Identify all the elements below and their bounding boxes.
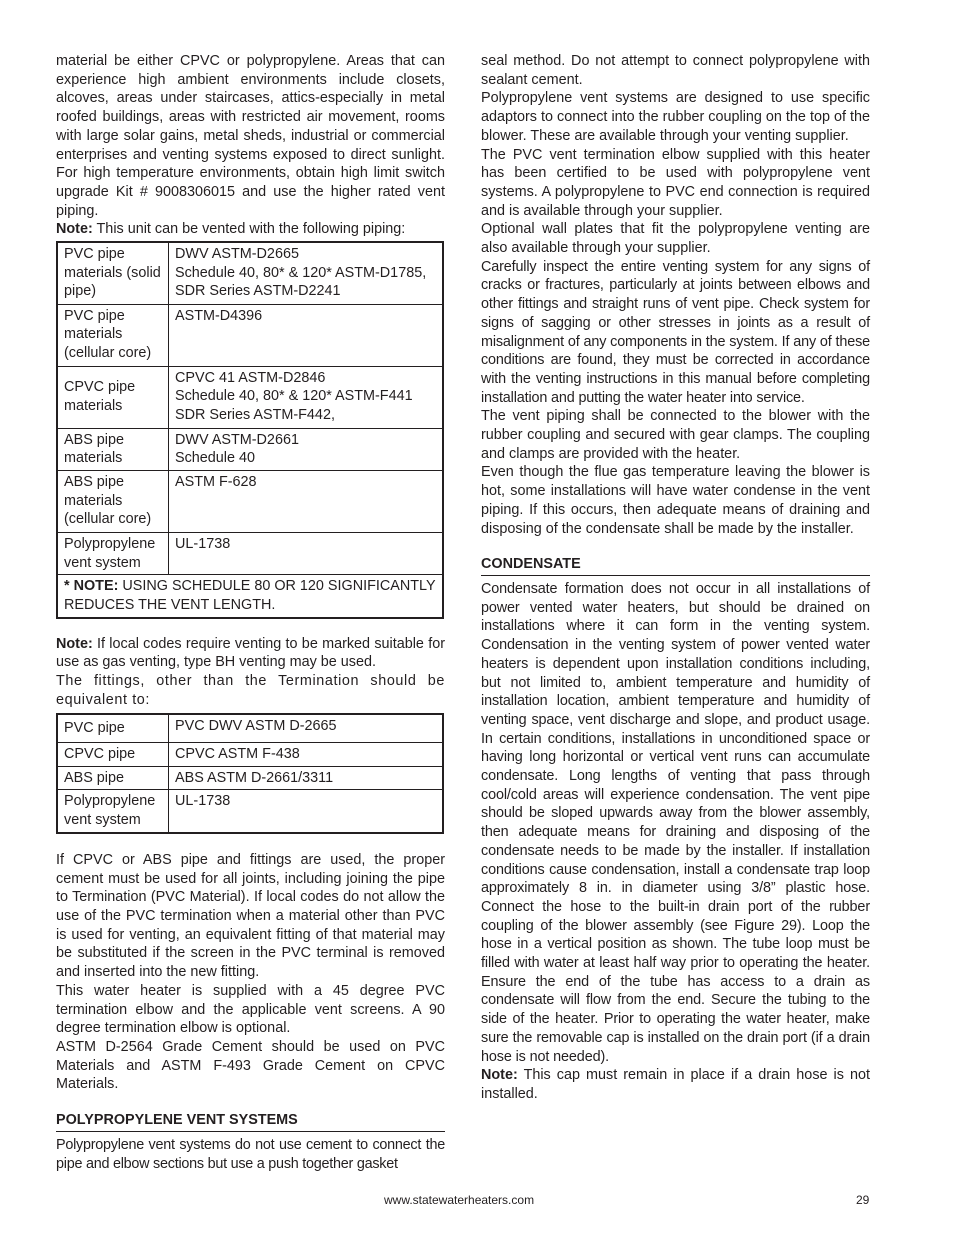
table-row [57, 366, 443, 428]
table-note-text: USING SCHEDULE 80 OR 120 SIGNIFICANTLY REDUCES THE VENT LENGTH. [64, 578, 436, 614]
table-row [57, 714, 443, 743]
note-paragraph [56, 220, 445, 239]
material-cell: CPVC pipe materials [57, 366, 169, 428]
standard-cell: CPVC 41 ASTM-D2846 Schedule 40, 80* & 120* ASTM-F441 SDR Series ASTM-F442, [169, 366, 444, 428]
left-column [56, 52, 445, 1173]
paragraph: The fittings, other than the Termination should be equivalent to: [56, 673, 445, 708]
standard-cell: UL-1738 [169, 532, 444, 574]
note-paragraph [56, 635, 445, 672]
footer-url: www.statewaterheaters.com [384, 1193, 535, 1207]
table-note-row [57, 575, 443, 618]
table-row [57, 766, 443, 790]
paragraph: material be either CPVC or polypropylene. Areas that can experience high ambient environments include closets, alcoves, areas under staircases, attics-especially in metal roofed buildings, areas with restricted air movement, rooms with large solar gains, metal sheds, industrial or commercial enterprises and venting systems exposed to direct sunlight. For high temperature environments, obtain high limit switch upgrade Kit # 9008306015 and use the higher rated vent piping. [56, 53, 445, 219]
table-row [57, 304, 443, 366]
standard-cell: DWV ASTM-D2661 Schedule 40 [169, 428, 444, 470]
section-heading: POLYPROPYLENE VENT SYSTEMS [56, 1111, 445, 1132]
note-label: Note: [56, 635, 93, 652]
material-cell: ABS pipe materials [57, 428, 169, 470]
paragraph: The PVC vent termination elbow supplied with this heater has been certified to be used with polypropylene vent systems. A polypropylene to PVC end connection is required and is available through your supplier. [481, 146, 870, 219]
table-row [57, 532, 443, 574]
paragraph: Even though the flue gas temperature leaving the blower is hot, some installations will have water condense in the vent piping. If this occurs, then adequate means of draining and disposing of the condensate shall be made by the installer. [481, 464, 870, 537]
table-row [57, 242, 443, 304]
vent-piping-table [56, 241, 444, 619]
table-row [57, 470, 443, 532]
paragraph: Polypropylene vent systems do not use cement to connect the pipe and elbow sections but use a push together gasket [56, 1136, 445, 1172]
note-label: Note: [56, 221, 93, 238]
table-row [57, 790, 443, 833]
material-cell: CPVC pipe [57, 743, 169, 767]
standard-cell: ASTM-D4396 [169, 304, 444, 366]
standard-cell: DWV ASTM-D2665 Schedule 40, 80* & 120* ASTM-D1785, SDR Series ASTM-D2241 [169, 242, 444, 304]
standard-cell: ABS ASTM D-2661/3311 [169, 766, 444, 790]
note-text: This cap must remain in place if a drain hose is not installed. [481, 1067, 870, 1102]
material-cell: Polypropylene vent system [57, 790, 169, 833]
paragraph: ASTM D-2564 Grade Cement should be used on PVC Materials and ASTM F-493 Grade Cement on CPVC Materials. [56, 1039, 445, 1093]
note-paragraph [481, 1066, 870, 1103]
paragraph: seal method. Do not attempt to connect polypropylene with sealant cement. [481, 53, 870, 88]
standard-cell: PVC DWV ASTM D-2665 [169, 714, 444, 743]
paragraph: Optional wall plates that fit the polypropylene venting are also available through your supplier. [481, 221, 870, 257]
paragraph: Carefully inspect the entire venting system for any signs of cracks or fractures, particularly at joints between elbows and other fittings and straight runs of vent pipe. Check system for signs of sagging or other stresses in joints as a result of misalignment of any components in the system. If any of these conditions are found, they must be corrected in accordance with the venting instructions in this manual before completing installation and putting the water heater into service. [481, 258, 870, 406]
section-heading: CONDENSATE [481, 555, 870, 576]
note-text: This unit can be vented with the following piping: [92, 221, 406, 238]
material-cell: PVC pipe [57, 714, 169, 743]
paragraph: Condensate formation does not occur in all installations of power vented water heaters, but should be drained on installations where it can form in the venting system. Condensation in the venting system of power vented water heaters is dependent upon installation conditions including, but not limited to, ambient temperature and humidity of installation location, ambient temperature and humidity of venting space, vent discharge and slope, and product usage. In certain conditions, installations in unconditioned space or having long horizontal or vertical vent runs can accumulate condensate. Long lengths of venting that pass through cool/cold areas will experience condensation. The vent pipe should be sloped upwards away from the blower assembly, then adequate means for draining and disposing of the condensate needs to be made by the installer. If installation conditions cause condensation, install a condensate trap loop approximately 8 in. in diameter using 3/8” plastic hose. Connect the hose to the built-in drain port of the rubber coupling of the blower assembly (see Figure 29). Loop the hose in a vertical position as shown. The tube loop must be filled with water at least half way prior to operating the heater. Ensure the end of the tube has access to a drain as condensate will flow from the end. Secure the tubing to the side of the heater. Prior to operating the water heater, make sure the removable cap is installed on the drain port (if a drain hose is not needed). [481, 580, 870, 1065]
paragraph: The vent piping shall be connected to the blower with the rubber coupling and secured with gear clamps. The coupling and clamps are provided with the heater. [481, 408, 870, 462]
standard-cell: UL-1738 [169, 790, 444, 833]
table-row [57, 428, 443, 470]
paragraph: This water heater is supplied with a 45 degree PVC termination elbow and the applicable vent screens. A 90 degree termination elbow is optional. [56, 982, 445, 1037]
table-row [57, 743, 443, 767]
fittings-table [56, 713, 444, 834]
standard-cell: ASTM F-628 [169, 470, 444, 532]
note-text: If local codes require venting to be marked suitable for use as gas venting, type BH venting may be used. [56, 635, 445, 671]
standard-cell: CPVC ASTM F-438 [169, 743, 444, 767]
note-label: Note: [481, 1067, 518, 1084]
material-cell: Polypropylene vent system [57, 532, 169, 574]
paragraph: Polypropylene vent systems are designed to use specific adaptors to connect into the rubber coupling on the top of the blower. These are available through your venting supplier. [481, 90, 870, 144]
material-cell: PVC pipe materials (solid pipe) [57, 242, 169, 304]
table-note-cell [57, 575, 443, 618]
right-column [481, 52, 870, 1104]
page-number: 29 [856, 1193, 870, 1207]
paragraph: If CPVC or ABS pipe and fittings are used, the proper cement must be used for all joints, including joining the pipe to Termination (PVC Material). If local codes do not allow the use of the PVC termination when a material other than PVC is used for venting, an equivalent fitting of that material may be substituted if the screen in the PVC terminal is removed and inserted into the new fitting. [56, 851, 445, 981]
table-note-label: * NOTE: [64, 578, 119, 595]
material-cell: PVC pipe materials (cellular core) [57, 304, 169, 366]
material-cell: ABS pipe [57, 766, 169, 790]
material-cell: ABS pipe materials (cellular core) [57, 470, 169, 532]
